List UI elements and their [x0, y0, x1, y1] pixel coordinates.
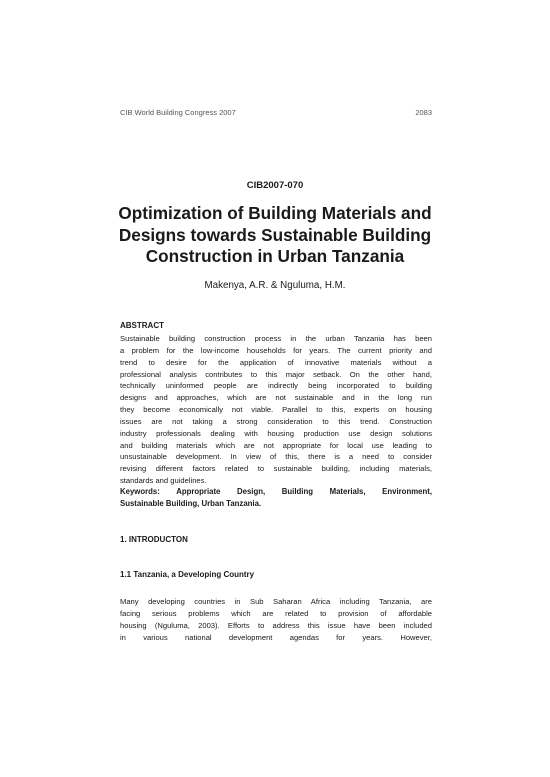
authors: Makenya, A.R. & Nguluma, H.M.: [204, 280, 346, 291]
title-line: Optimization of Building Materials and: [118, 203, 432, 223]
conference-name: CIB World Building Congress 2007: [120, 108, 236, 117]
body-line: in various national development agendas for years. However,: [120, 632, 432, 642]
paper-title: [100, 203, 450, 268]
abstract-line: designs and approaches, which are not sustainable and in the long run: [120, 393, 432, 403]
abstract-line: trend to desire for the application of innovative materials without a: [120, 357, 432, 367]
abstract-heading-block: [120, 321, 432, 330]
abstract-line: industry professionals dealing with housing production use design solutions: [120, 428, 432, 438]
abstract-line: technically uninformed people are indirectly being incorporated to building: [120, 381, 432, 391]
section-heading: 1. INTRODUCTON: [120, 535, 188, 544]
keywords: [120, 486, 432, 510]
abstract-line: revising different factors related to sustainable building, including materials,: [120, 464, 432, 474]
abstract-line: they become economically not viable. Parallel to this, experts on housing: [120, 405, 432, 415]
abstract-line: unsustainable development. In view of this, there is a need to consider: [120, 452, 432, 462]
running-header: [120, 108, 432, 117]
abstract-line: professional analysis contributes to this major setback. On the other hand,: [120, 369, 432, 379]
abstract-line: a problem for the low-income households for years. The current priority and: [120, 345, 432, 355]
subsection-body: [120, 596, 432, 643]
abstract-line: issues are not taking a strong consideration to this trend. Construction: [120, 416, 432, 426]
body-line: Many developing countries in Sub Saharan Africa including Tanzania, are: [120, 597, 432, 606]
abstract-line: standards and guidelines.: [120, 476, 207, 486]
subsection-heading: 1.1 Tanzania, a Developing Country: [120, 570, 255, 579]
abstract-line: Sustainable building construction process in the urban Tanzania has been: [120, 334, 432, 343]
body-line: housing (Nguluma, 2003). Efforts to address this issue have been included: [120, 620, 432, 630]
body-line: facing serious problems which are related to provision of affordable: [120, 608, 432, 618]
abstract-line: and building materials which are not appropriate for local use leading to: [120, 440, 432, 450]
keywords-line: Sustainable Building, Urban Tanzania.: [120, 499, 262, 508]
abstract-body: [120, 333, 432, 487]
keywords-line: Keywords: Appropriate Design, Building Materials, Environment,: [120, 487, 432, 496]
title-line: Designs towards Sustainable Building: [118, 224, 432, 245]
paper-id: CIB2007-070: [246, 180, 304, 191]
title-line: Construction in Urban Tanzania: [145, 246, 405, 266]
section-1: [120, 535, 432, 544]
subsection-1-1: [120, 570, 432, 579]
page-number: 2083: [415, 108, 432, 117]
abstract-heading: ABSTRACT: [120, 321, 164, 330]
